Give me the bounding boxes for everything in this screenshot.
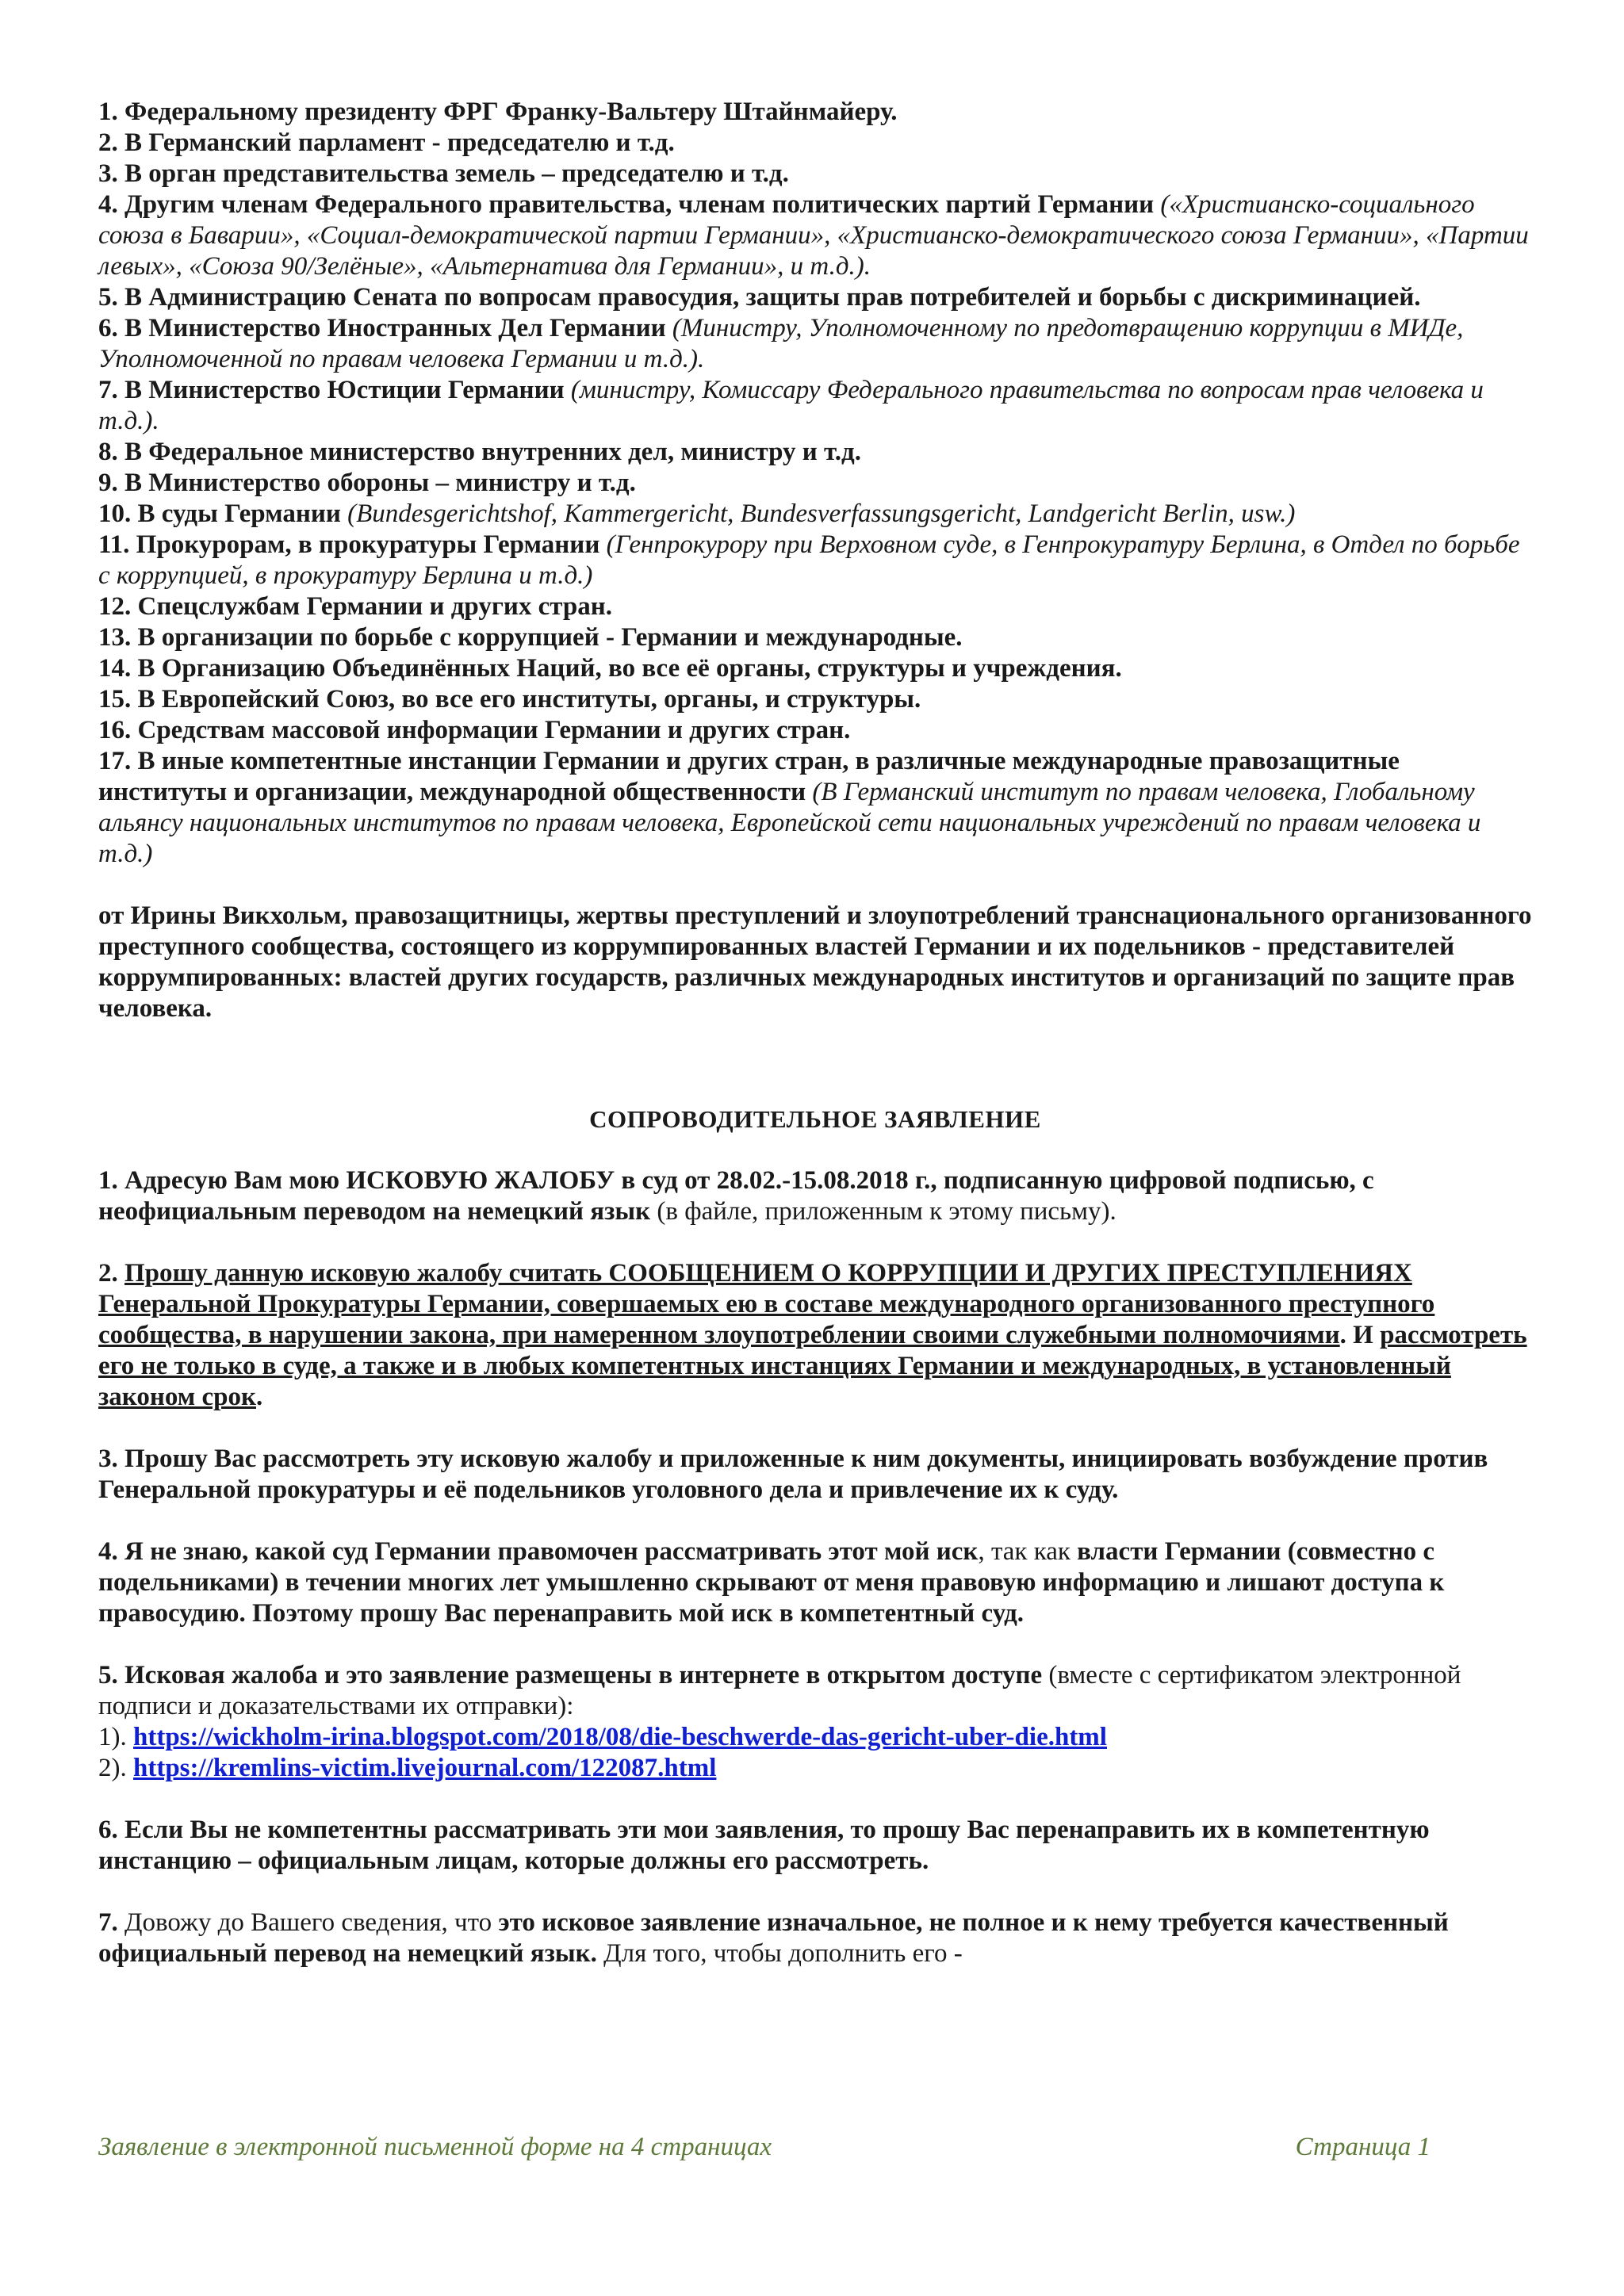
link-line-1: 1). https://wickholm-irina.blogspot.com/2018/08/die-beschwerde-das-gericht-uber-die.html	[98, 1723, 1107, 1751]
recipient-item: 11. Прокурорам, в прокуратуры Германии (Генпрокурору при Верховном суде, в Генпрокуратуру Берлина, в Отдел по борьбе с коррупцией, в прокуратуру Берлина и т.д.)	[98, 530, 1520, 590]
recipient-item: 13. В организации по борьбе с коррупцией - Германии и международные.	[98, 623, 963, 652]
blogspot-link[interactable]: https://wickholm-irina.blogspot.com/2018/08/die-beschwerde-das-gericht-uber-die.html	[133, 1723, 1107, 1751]
recipient-item: 16. Средствам массовой информации Германии и других стран.	[98, 716, 851, 744]
link-line-2: 2). https://kremlins-victim.livejournal.com/122087.html	[98, 1754, 717, 1782]
statement-item-1: 1. Адресую Вам мою ИСКОВУЮ ЖАЛОБУ в суд от 28.02.-15.08.2018 г., подписанную цифровой подписью, с неофициальным переводом на немецкий язык (в файле, приложенным к этому письму).	[98, 1166, 1374, 1226]
statement-item-7: 7. Довожу до Вашего сведения, что это исковое заявление изначальное, не полное и к нему требуется качественный официальный перевод на немецкий язык. Для того, чтобы дополнить его -	[98, 1908, 1449, 1968]
recipient-item: 17. В иные компетентные инстанции Германии и других стран, в различные международные правозащитные институты и организации, международной общественности (В Германский институт по правам человека, Глобальному альянсу национальных институтов по правам человека, Европейской сети национальных учреждений по правам человека и т.д.)	[98, 747, 1481, 868]
recipient-item: 14. В Организацию Объединённых Наций, во все её органы, структуры и учреждения.	[98, 654, 1122, 683]
recipient-item: 10. В суды Германии (Bundesgerichtshof, Kammergericht, Bundesverfassungsgericht, Landgericht Berlin, usw.)	[98, 499, 1296, 528]
recipient-item: 2. В Германский парламент - председателю и т.д.	[98, 128, 675, 157]
statement-item-5: 5. Исковая жалоба и это заявление размещены в интернете в открытом доступе (вместе с сертификатом электронной подписи и доказательствами их отправки):	[98, 1661, 1461, 1720]
livejournal-link[interactable]: https://kremlins-victim.livejournal.com/122087.html	[133, 1754, 717, 1782]
recipient-item: 3. В орган представительства земель – председателю и т.д.	[98, 159, 789, 188]
recipient-item: 4. Другим членам Федерального правительства, членам политических партий Германии («Христианско-социального союза в Баварии», «Социал-демократической партии Германии», «Христианско-демократического союза Германии», «Партии левых», «Союза 90/Зелёные», «Альтернатива для Германии», и т.д.).	[98, 190, 1529, 281]
recipient-item: 7. В Министерство Юстиции Германии (министру, Комиссару Федерального правительства по вопросам прав человека и т.д.).	[98, 376, 1484, 435]
document-page	[98, 97, 1532, 1969]
recipient-item: 9. В Министерство обороны – министру и т.д.	[98, 469, 636, 497]
recipients-list	[98, 97, 1532, 870]
document-title: СОПРОВОДИТЕЛЬНОЕ ЗАЯВЛЕНИЕ	[589, 1105, 1041, 1133]
recipient-item: 8. В Федеральное министерство внутренних дел, министру и т.д.	[98, 438, 861, 466]
recipient-item: 5. В Администрацию Сената по вопросам правосудия, защиты прав потребителей и борьбы с дискриминацией.	[98, 283, 1421, 312]
recipient-item: 12. Спецслужбам Германии и других стран.	[98, 592, 612, 621]
statement-item-3: 3. Прошу Вас рассмотреть эту исковую жалобу и приложенные к ним документы, инициировать возбуждение против Генеральной прокуратуры и её подельников уголовного дела и привлечение их к суду.	[98, 1445, 1488, 1504]
recipient-item: 15. В Европейский Союз, во все его институты, органы, и структуры.	[98, 685, 921, 714]
statement-item-4: 4. Я не знаю, какой суд Германии правомочен рассматривать этот мой иск, так как власти Германии (совместно с подельниками) в течении многих лет умышленно скрывают от меня правовую информацию и лишают доступа к правосудию. Поэтому прошу Вас перенаправить мой иск в компетентный суд.	[98, 1537, 1445, 1628]
sender-paragraph: от Ирины Викхольм, правозащитницы, жертвы преступлений и злоупотреблений транснационального организованного преступного сообщества, состоящего из коррумпированных властей Германии и их подельников - представителей коррумпированных: властей других государств, различных международных институтов и организаций по защите прав человека.	[98, 901, 1532, 1023]
statement-item-2: 2. Прошу данную исковую жалобу считать СООБЩЕНИЕМ О КОРРУПЦИИ И ДРУГИХ ПРЕСТУПЛЕНИЯХ Генеральной Прокуратуры Германии, совершаемых ею в составе международного организованного преступного сообщества, в нарушении закона, при намеренном злоупотреблении своими служебными полномочиями. И рассмотреть его не только в суде, а также и в любых компетентных инстанциях Германии и международных, в установленный законом срок.	[98, 1259, 1527, 1411]
footer-description: Заявление в электронной письменной форме на 4 страницах	[98, 2133, 772, 2161]
recipient-item: 1. Федеральному президенту ФРГ Франку-Вальтеру Штайнмайеру.	[98, 98, 898, 126]
statement-item-6: 6. Если Вы не компетентны рассматривать эти мои заявления, то прошу Вас перенаправить их в компетентную инстанцию – официальным лицам, которые должны его рассмотреть.	[98, 1816, 1430, 1875]
recipient-item: 6. В Министерство Иностранных Дел Германии (Министру, Уполномоченному по предотвращению коррупции в МИДе, Уполномоченной по правам человека Германии и т.д.).	[98, 314, 1464, 373]
page-number: Страница 1	[1295, 2133, 1431, 2161]
page-footer	[98, 2133, 1431, 2162]
